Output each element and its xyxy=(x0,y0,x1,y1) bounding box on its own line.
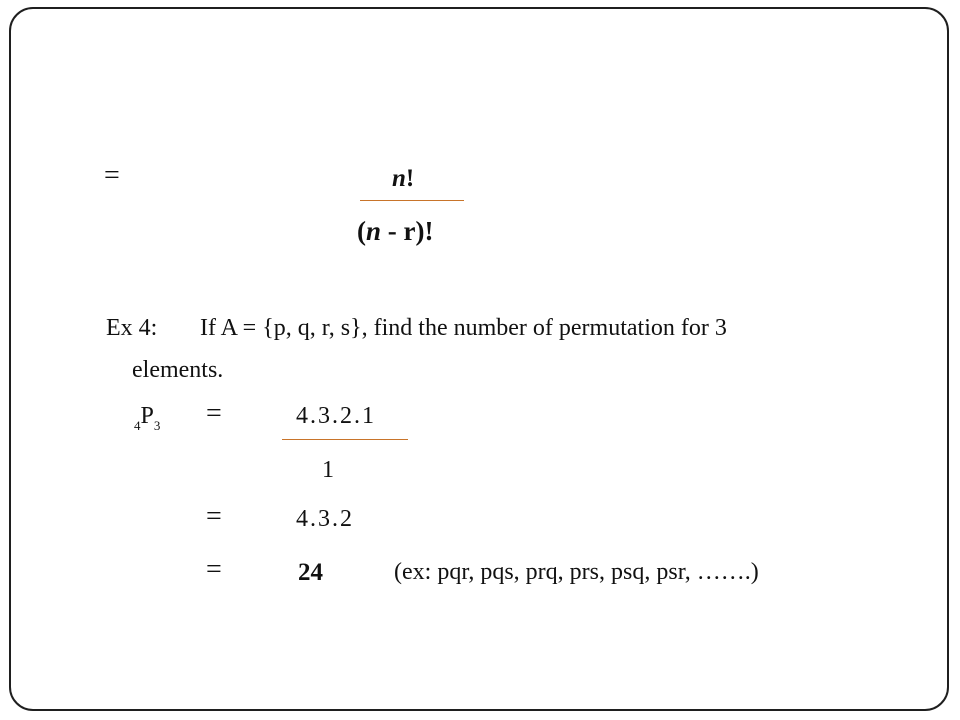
step3-examples-note: (ex: pqr, pqs, prq, prs, psq, psr, …….) xyxy=(394,559,759,585)
step1-denominator: 1 xyxy=(322,457,334,483)
formula-denominator xyxy=(357,218,434,245)
step2-equals: = xyxy=(206,501,222,532)
step3-value: 24 xyxy=(298,559,323,586)
formula-numerator xyxy=(392,166,414,191)
formula-denominator-open: ( xyxy=(357,216,366,246)
permutation-P: P xyxy=(140,403,154,429)
formula-denominator-minus: - xyxy=(387,216,397,246)
formula-fraction-bar xyxy=(360,200,464,201)
formula-numerator-n: n xyxy=(392,165,406,192)
formula-denominator-close: )! xyxy=(415,216,434,246)
step1-fraction-bar xyxy=(282,439,408,440)
permutation-left-subscript: 4 xyxy=(134,418,141,433)
step1-numerator: 4.3.2.1 xyxy=(296,403,376,429)
example-statement-continued: elements. xyxy=(132,357,224,383)
step3-equals: = xyxy=(206,554,222,585)
formula-denominator-n: n xyxy=(366,216,382,246)
permutation-symbol xyxy=(134,403,161,433)
formula-equals: = xyxy=(104,160,120,191)
step1-equals: = xyxy=(206,398,222,429)
example-statement: If A = {p, q, r, s}, find the number of permutation for 3 xyxy=(200,315,727,341)
formula-denominator-r: r xyxy=(403,216,416,246)
permutation-right-subscript: 3 xyxy=(153,418,161,433)
step2-value: 4.3.2 xyxy=(296,506,354,532)
example-label: Ex 4: xyxy=(106,315,158,341)
formula-numerator-bang: ! xyxy=(405,165,415,192)
